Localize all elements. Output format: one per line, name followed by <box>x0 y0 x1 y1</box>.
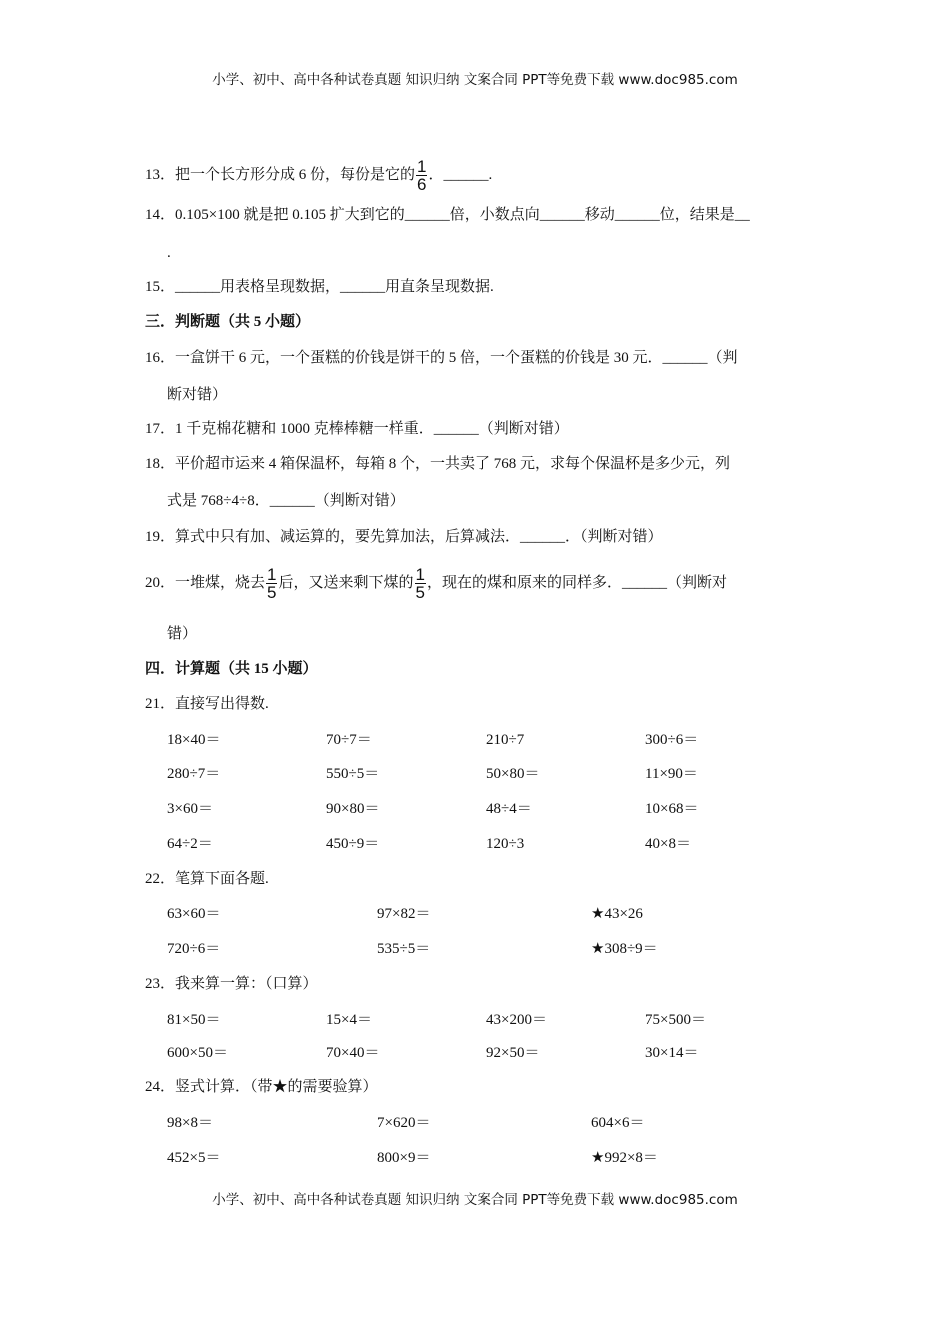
denominator: 5 <box>267 583 277 602</box>
expression: 452×5＝ <box>167 1150 221 1166</box>
expression: 18×40＝ <box>167 732 221 748</box>
q13-blank: ．______. <box>428 166 493 183</box>
denominator: 6 <box>417 175 427 194</box>
expression: 800×9＝ <box>377 1150 431 1166</box>
expression: 40×8＝ <box>645 836 691 852</box>
expression: ★43×26 <box>591 906 643 922</box>
question-18: 18．平价超市运来 4 箱保温杯，每箱 8 个，一共卖了 768 元，求每个保温杯是多少元，列 <box>145 456 731 472</box>
numerator: 1 <box>415 565 425 584</box>
section-3-title: 三．判断题（共 5 小题） <box>145 314 311 330</box>
question-16-cont: 断对错） <box>167 387 228 403</box>
expression: 98×8＝ <box>167 1115 213 1131</box>
expression: 90×80＝ <box>326 801 380 817</box>
expression: 550÷5＝ <box>326 766 380 782</box>
expression: 70×40＝ <box>326 1045 380 1061</box>
expression: 63×60＝ <box>167 906 221 922</box>
numerator: 1 <box>267 565 277 584</box>
numerator: 1 <box>417 157 427 176</box>
expression: 7×620＝ <box>377 1115 431 1131</box>
expression: 450÷9＝ <box>326 836 380 852</box>
fraction <box>266 566 277 601</box>
expression: 11×90＝ <box>645 766 698 782</box>
expression: 92×50＝ <box>486 1045 540 1061</box>
question-14-cont: . <box>167 245 171 261</box>
fraction <box>416 158 427 193</box>
question-13 <box>145 158 492 193</box>
question-24: 24．竖式计算．（带★的需要验算） <box>145 1079 378 1095</box>
question-22: 22．笔算下面各题. <box>145 871 269 887</box>
expression: 600×50＝ <box>167 1045 228 1061</box>
expression: 10×68＝ <box>645 801 699 817</box>
question-15: 15．______用表格呈现数据，______用直条呈现数据. <box>145 279 494 295</box>
section-4-title: 四．计算题（共 15 小题） <box>145 661 318 677</box>
expression: 15×4＝ <box>326 1012 372 1028</box>
expression: 280÷7＝ <box>167 766 221 782</box>
expression: 81×50＝ <box>167 1012 221 1028</box>
page-header: 小学、初中、高中各种试卷真题 知识归纳 文案合同 PPT等免费下载 www.doc985.com <box>212 72 738 88</box>
expression: 48÷4＝ <box>486 801 532 817</box>
expression: 3×60＝ <box>167 801 213 817</box>
expression: 70÷7＝ <box>326 732 372 748</box>
expression: 30×14＝ <box>645 1045 699 1061</box>
expression: 604×6＝ <box>591 1115 645 1131</box>
expression: 97×82＝ <box>377 906 431 922</box>
question-16: 16．一盒饼干 6 元，一个蛋糕的价钱是饼干的 5 倍，一个蛋糕的价钱是 30 元．______（判 <box>145 350 738 366</box>
expression: 50×80＝ <box>486 766 540 782</box>
q20-text-b: 后，又送来剩下煤的 <box>278 574 414 591</box>
expression: 210÷7 <box>486 732 525 748</box>
question-19: 19．算式中只有加、减运算的，要先算加法，后算减法．______．（判断对错） <box>145 529 663 545</box>
question-17: 17．1 千克棉花糖和 1000 克棒棒糖一样重．______（判断对错） <box>145 421 569 437</box>
expression: ★308÷9＝ <box>591 941 658 957</box>
question-23: 23．我来算一算：（口算） <box>145 976 318 992</box>
question-21: 21．直接写出得数. <box>145 696 269 712</box>
question-20-cont: 错） <box>167 626 198 642</box>
q13-text: 13．把一个长方形分成 6 份，每份是它的 <box>145 166 416 183</box>
expression: 300÷6＝ <box>645 732 699 748</box>
expression: 720÷6＝ <box>167 941 221 957</box>
expression: 43×200＝ <box>486 1012 547 1028</box>
fraction <box>415 566 426 601</box>
question-18-cont: 式是 768÷4÷8．______（判断对错） <box>167 493 405 509</box>
page-footer: 小学、初中、高中各种试卷真题 知识归纳 文案合同 PPT等免费下载 www.doc985.com <box>212 1192 738 1208</box>
expression: 120÷3 <box>486 836 525 852</box>
expression: 64÷2＝ <box>167 836 213 852</box>
question-20 <box>145 566 727 601</box>
expression: ★992×8＝ <box>591 1150 658 1166</box>
q20-text-a: 20．一堆煤，烧去 <box>145 574 266 591</box>
q20-text-c: ，现在的煤和原来的同样多．______（判断对 <box>426 574 727 591</box>
denominator: 5 <box>415 583 425 602</box>
expression: 75×500＝ <box>645 1012 706 1028</box>
question-14: 14．0.105×100 就是把 0.105 扩大到它的______倍，小数点向______移动______位，结果是__ <box>145 207 750 223</box>
expression: 535÷5＝ <box>377 941 431 957</box>
